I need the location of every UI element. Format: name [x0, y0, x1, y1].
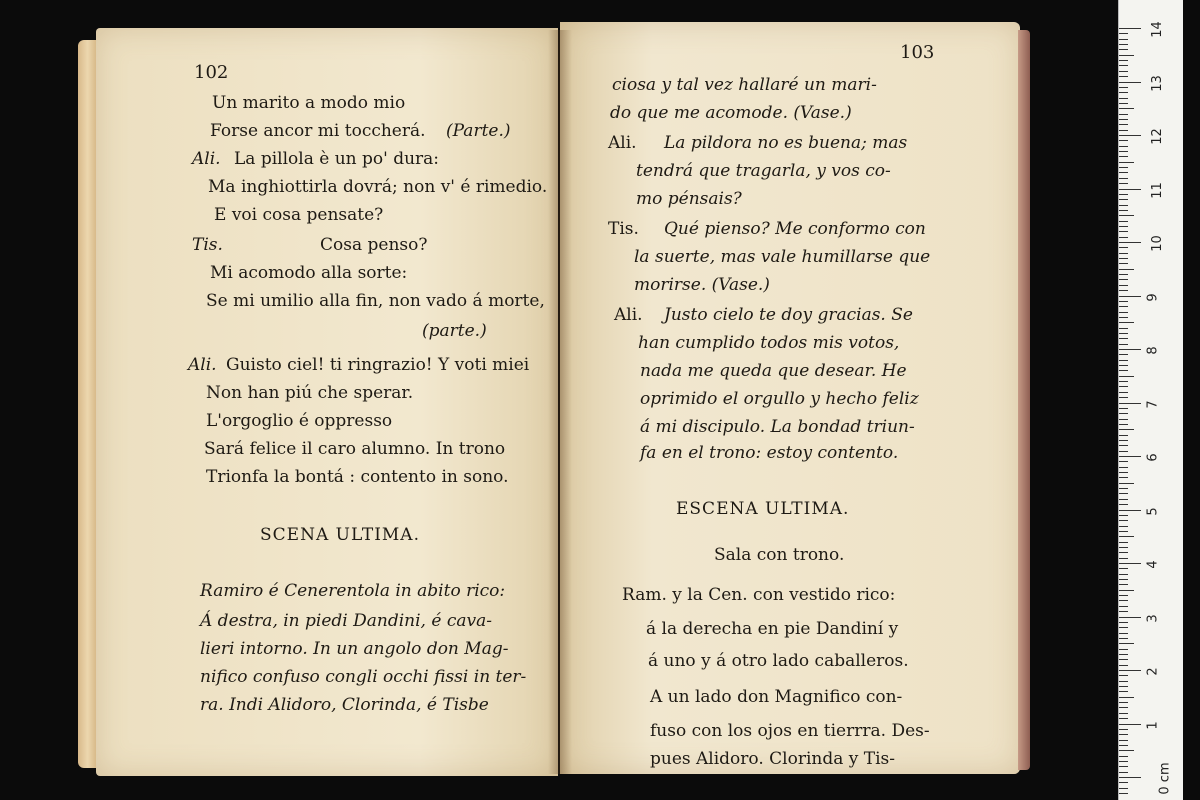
ruler-tick — [1119, 643, 1134, 644]
ruler-tick — [1119, 472, 1128, 473]
ruler-tick — [1119, 558, 1128, 559]
ruler-tick — [1119, 649, 1128, 650]
ruler-tick — [1119, 600, 1128, 601]
ruler-tick — [1119, 531, 1128, 532]
ruler-tick — [1119, 713, 1128, 714]
verse-line: la suerte, mas vale humillarse que — [634, 247, 931, 267]
verse-line: oprimido el orgullo y hecho feliz — [640, 389, 919, 409]
verse-line: nada me queda que desear. He — [640, 361, 907, 381]
verse-line: mo pénsais? — [636, 189, 742, 209]
ruler-tick — [1119, 210, 1128, 211]
ruler-tick — [1119, 317, 1128, 318]
ruler-tick — [1119, 258, 1128, 259]
verse-line: do que me acomode. (Vase.) — [610, 103, 852, 123]
stage-direction-line: Á destra, in piedi Dandini, é cava- — [200, 611, 492, 631]
ruler-tick — [1119, 574, 1128, 575]
ruler-tick — [1119, 119, 1128, 120]
ruler-tick — [1119, 349, 1141, 350]
ruler-tick — [1119, 659, 1128, 660]
ruler-number: 3 — [1145, 613, 1161, 623]
ruler-tick — [1119, 344, 1128, 345]
ruler-tick — [1119, 782, 1128, 783]
ruler-tick — [1119, 697, 1134, 698]
ruler-tick — [1119, 788, 1128, 789]
ruler-tick — [1119, 290, 1128, 291]
ruler-tick — [1119, 675, 1128, 676]
verse-line: Ma inghiottirla dovrá; non v' é rimedio. — [208, 177, 548, 197]
stage-direction-line: ra. Indi Alidoro, Clorinda, é Tisbe — [200, 695, 489, 715]
ruler-tick — [1119, 734, 1128, 735]
verse-line: ciosa y tal vez hallaré un mari- — [612, 75, 877, 95]
ruler-tick — [1119, 419, 1128, 420]
ruler-tick — [1119, 354, 1128, 355]
stage-note: (Parte.) — [446, 121, 511, 141]
speaker-label: Ali. — [192, 149, 221, 169]
ruler-tick — [1119, 301, 1128, 302]
ruler-tick — [1119, 205, 1128, 206]
stage-direction-line: pues Alidoro. Clorinda y Tis- — [650, 749, 896, 769]
ruler-tick — [1119, 365, 1128, 366]
ruler-tick — [1119, 424, 1128, 425]
verse-line: morirse. (Vase.) — [634, 275, 770, 295]
ruler-tick — [1119, 338, 1128, 339]
ruler-tick — [1119, 745, 1128, 746]
ruler-tick — [1119, 285, 1128, 286]
verse-line: Guisto ciel! ti ringrazio! Y voti miei — [226, 355, 530, 375]
stage-direction-line: fuso con los ojos en tierrra. Des- — [650, 721, 930, 741]
ruler-tick — [1119, 552, 1128, 553]
ruler-tick — [1119, 633, 1128, 634]
scene-heading: ESCENA ULTIMA. — [676, 499, 850, 519]
ruler-tick — [1119, 215, 1134, 216]
ruler-tick — [1119, 60, 1128, 61]
ruler-tick — [1119, 477, 1128, 478]
ruler-number: 2 — [1145, 667, 1161, 676]
stage-direction-line: á la derecha en pie Dandiní y — [646, 619, 899, 639]
ruler-tick — [1119, 536, 1134, 537]
stage-note: (parte.) — [422, 321, 487, 341]
ruler-tick — [1119, 483, 1134, 484]
ruler-tick — [1119, 691, 1128, 692]
ruler-tick — [1119, 135, 1141, 136]
ruler-tick — [1119, 724, 1141, 725]
ruler-tick — [1119, 467, 1128, 468]
ruler-tick — [1119, 199, 1128, 200]
ruler-number: 14 — [1149, 21, 1165, 38]
ruler-tick — [1119, 296, 1141, 297]
verse-line: Se mi umilio alla fin, non vado á morte, — [206, 291, 545, 311]
ruler-tick — [1119, 360, 1128, 361]
ruler-tick — [1119, 493, 1128, 494]
ruler-tick — [1119, 761, 1128, 762]
verse-line: á mi discipulo. La bondad triun- — [640, 417, 915, 437]
ruler-tick — [1119, 178, 1128, 179]
ruler-tick — [1119, 435, 1128, 436]
stage-direction-line: Ram. y la Cen. con vestido rico: — [622, 585, 896, 605]
ruler-tick — [1119, 162, 1134, 163]
verse-line: Forse ancor mi toccherá. — [210, 121, 426, 141]
verse-line: Cosa penso? — [320, 235, 428, 255]
ruler-tick — [1119, 429, 1134, 430]
verse-line: La pillola è un po' dura: — [234, 149, 440, 169]
ruler-tick — [1119, 681, 1128, 682]
book-gutter — [548, 30, 572, 774]
ruler-tick — [1119, 611, 1128, 612]
ruler-tick — [1119, 322, 1134, 323]
verse-line: Justo cielo te doy gracias. Se — [664, 305, 913, 325]
ruler-number: 7 — [1145, 399, 1161, 409]
verse-line: Trionfa la bontá : contento in sono. — [206, 467, 509, 487]
ruler-tick — [1119, 333, 1128, 334]
ruler-number: 11 — [1149, 181, 1165, 199]
speaker-label: Tis. — [608, 219, 639, 239]
page-number: 103 — [900, 42, 935, 63]
ruler-tick — [1119, 172, 1128, 173]
ruler-tick — [1119, 568, 1128, 569]
ruler-tick — [1119, 130, 1128, 131]
stage-direction-line: lieri intorno. In un angolo don Mag- — [200, 639, 509, 659]
ruler-number: 8 — [1145, 346, 1161, 355]
ruler-tick — [1119, 92, 1128, 93]
verse-line: han cumplido todos mis votos, — [638, 333, 900, 353]
ruler-tick — [1119, 124, 1128, 125]
ruler-tick — [1119, 670, 1141, 671]
ruler-number: 10 — [1149, 235, 1165, 252]
ruler-tick — [1119, 28, 1141, 29]
ruler-tick — [1119, 718, 1128, 719]
ruler-tick — [1119, 114, 1128, 115]
ruler-number: 5 — [1145, 506, 1161, 516]
ruler-tick — [1119, 189, 1141, 190]
ruler-tick — [1119, 440, 1128, 441]
ruler-tick — [1119, 504, 1128, 505]
measuring-ruler — [1118, 0, 1183, 800]
page-number: 102 — [194, 62, 229, 83]
scene-heading: SCENA ULTIMA. — [260, 525, 420, 545]
ruler-tick — [1119, 766, 1128, 767]
ruler-tick — [1119, 167, 1128, 168]
speaker-label: Ali. — [188, 355, 217, 375]
ruler-tick — [1119, 638, 1128, 639]
ruler-tick — [1119, 793, 1128, 794]
verse-line: fa en el trono: estoy contento. — [640, 443, 899, 463]
ruler-tick — [1119, 279, 1128, 280]
ruler-tick — [1119, 622, 1128, 623]
right-page — [560, 22, 1020, 774]
ruler-tick — [1119, 403, 1141, 404]
verse-line: Qué pienso? Me conformo con — [664, 219, 926, 239]
verse-line: tendrá que tragarla, y vos co- — [636, 161, 891, 181]
ruler-tick — [1119, 579, 1128, 580]
verse-line: Mi acomodo alla sorte: — [210, 263, 408, 283]
ruler-tick — [1119, 87, 1128, 88]
ruler-tick — [1119, 263, 1128, 264]
ruler-tick — [1119, 183, 1128, 184]
ruler-tick — [1119, 617, 1141, 618]
ruler-tick — [1119, 392, 1128, 393]
ruler-tick — [1119, 777, 1141, 778]
ruler-number: 1 — [1145, 720, 1161, 730]
ruler-tick — [1119, 729, 1128, 730]
ruler-tick — [1119, 55, 1134, 56]
ruler-tick — [1119, 33, 1128, 34]
ruler-tick — [1119, 146, 1128, 147]
stage-direction-line: nifico confuso congli occhi fissi in ter- — [200, 667, 527, 687]
ruler-tick — [1119, 520, 1128, 521]
ruler-tick — [1119, 103, 1128, 104]
ruler-tick — [1119, 756, 1128, 757]
ruler-tick — [1119, 750, 1134, 751]
ruler-tick — [1119, 654, 1128, 655]
ruler-tick — [1119, 381, 1128, 382]
ruler-tick — [1119, 510, 1141, 511]
ruler-tick — [1119, 312, 1128, 313]
verse-line: Non han piú che sperar. — [206, 383, 414, 403]
speaker-label: Ali. — [614, 305, 643, 325]
ruler-tick — [1119, 39, 1128, 40]
ruler-number: 9 — [1145, 292, 1161, 302]
speaker-label: Tis. — [192, 235, 223, 255]
ruler-tick — [1119, 71, 1128, 72]
ruler-tick — [1119, 451, 1128, 452]
ruler-tick — [1119, 328, 1128, 329]
ruler-tick — [1119, 590, 1134, 591]
ruler-tick — [1119, 221, 1128, 222]
ruler-number: 4 — [1145, 560, 1161, 569]
ruler-tick — [1119, 76, 1128, 77]
ruler-tick — [1119, 686, 1128, 687]
ruler-tick — [1119, 542, 1128, 543]
ruler-tick — [1119, 702, 1128, 703]
ruler-tick — [1119, 547, 1128, 548]
ruler-tick — [1119, 627, 1128, 628]
ruler-number: 12 — [1149, 128, 1165, 145]
ruler-tick — [1119, 269, 1134, 270]
verse-line: Sará felice il caro alumno. In trono — [204, 439, 506, 459]
ruler-tick — [1119, 707, 1128, 708]
ruler-tick — [1119, 408, 1128, 409]
left-page — [96, 28, 558, 776]
ruler-number: 13 — [1149, 74, 1165, 92]
ruler-tick — [1119, 274, 1128, 275]
ruler-tick — [1119, 740, 1128, 741]
cover-edge — [1018, 30, 1030, 770]
ruler-tick — [1119, 772, 1128, 773]
stage-direction-line: A un lado don Magnifico con- — [650, 687, 903, 707]
ruler-tick — [1119, 242, 1141, 243]
ruler-tick — [1119, 563, 1141, 564]
stage-direction-line: á uno y á otro lado caballeros. — [648, 651, 909, 671]
ruler-tick — [1119, 237, 1128, 238]
ruler-tick — [1119, 584, 1128, 585]
verse-line: L'orgoglio é oppresso — [206, 411, 393, 431]
ruler-tick — [1119, 194, 1128, 195]
scene-subheading: Sala con trono. — [714, 545, 845, 565]
ruler-tick — [1119, 499, 1128, 500]
ruler-tick — [1119, 65, 1128, 66]
ruler-tick — [1119, 488, 1128, 489]
ruler-tick — [1119, 156, 1128, 157]
ruler-tick — [1119, 665, 1128, 666]
speaker-label: Ali. — [608, 133, 637, 153]
ruler-tick — [1119, 595, 1128, 596]
ruler-tick — [1119, 140, 1128, 141]
verse-line: Un marito a modo mio — [212, 93, 406, 113]
ruler-tick — [1119, 44, 1128, 45]
ruler-tick — [1119, 253, 1128, 254]
ruler-tick — [1119, 370, 1128, 371]
ruler-tick — [1119, 49, 1128, 50]
ruler-tick — [1119, 386, 1128, 387]
ruler-number: 6 — [1145, 453, 1161, 462]
ruler-tick — [1119, 413, 1128, 414]
ruler-tick — [1119, 376, 1134, 377]
verse-line: La pildora no es buena; mas — [664, 133, 908, 153]
ruler-tick — [1119, 108, 1134, 109]
ruler-tick — [1119, 397, 1128, 398]
ruler-tick — [1119, 151, 1128, 152]
ruler-tick — [1119, 456, 1141, 457]
ruler-tick — [1119, 306, 1128, 307]
ruler-tick — [1119, 226, 1128, 227]
ruler-tick — [1119, 231, 1128, 232]
ruler-tick — [1119, 461, 1128, 462]
ruler-tick — [1119, 247, 1128, 248]
verse-line: E voi cosa pensate? — [214, 205, 384, 225]
stage-direction-line: Ramiro é Cenerentola in abito rico: — [200, 581, 506, 601]
ruler-tick — [1119, 606, 1128, 607]
ruler-tick — [1119, 445, 1128, 446]
ruler-tick — [1119, 98, 1128, 99]
ruler-tick — [1119, 515, 1128, 516]
ruler-tick — [1119, 526, 1128, 527]
ruler-tick — [1119, 82, 1141, 83]
ruler-number: 0 cm — [1157, 762, 1173, 795]
